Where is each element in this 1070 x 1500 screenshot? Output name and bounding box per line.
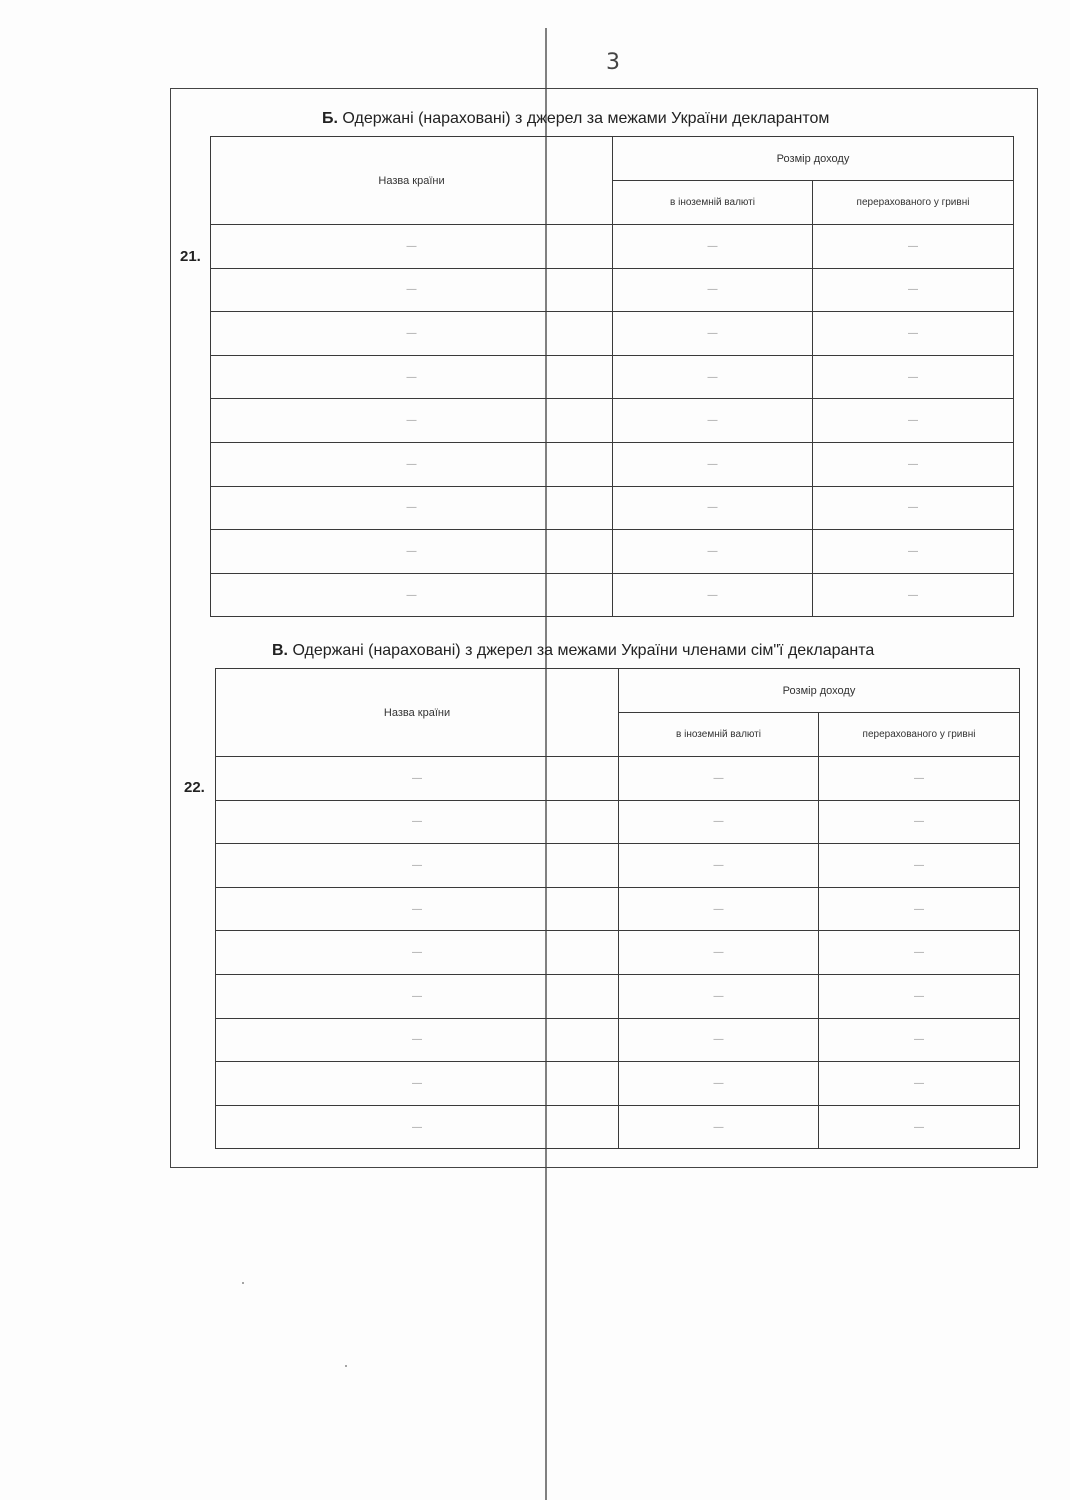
country-cell[interactable]: —: [216, 800, 619, 844]
converted-uah-cell[interactable]: —: [819, 800, 1020, 844]
country-header: Назва країни: [211, 137, 613, 225]
foreign-currency-cell[interactable]: —: [619, 931, 819, 975]
table-row: [216, 1018, 1020, 1062]
country-cell[interactable]: —: [211, 399, 613, 443]
converted-uah-cell[interactable]: —: [813, 268, 1014, 312]
foreign-currency-cell[interactable]: —: [619, 757, 819, 801]
section-b-row-number: 21.: [180, 248, 201, 265]
converted-uah-cell[interactable]: —: [819, 1062, 1020, 1106]
section-v-rows: [216, 757, 1020, 1149]
section-b-letter: Б.: [322, 110, 338, 127]
section-v-letter: В.: [272, 642, 288, 659]
country-cell[interactable]: —: [216, 887, 619, 931]
country-cell[interactable]: —: [211, 225, 613, 269]
section-v-row-number: 22.: [184, 779, 205, 796]
foreign-currency-header: в іноземній валюті: [619, 713, 819, 757]
table-row: [211, 225, 1014, 269]
table-row: [211, 399, 1014, 443]
section-b-table: [210, 136, 1014, 617]
country-cell[interactable]: —: [216, 1018, 619, 1062]
converted-uah-cell[interactable]: —: [813, 399, 1014, 443]
table-row: [216, 757, 1020, 801]
country-cell[interactable]: —: [211, 268, 613, 312]
converted-uah-cell[interactable]: —: [819, 931, 1020, 975]
section-b-title: [322, 110, 829, 128]
foreign-currency-cell[interactable]: —: [613, 573, 813, 617]
section-v-title-text: Одержані (нараховані) з джерел за межами України членами сім"ї декларанта: [292, 642, 875, 659]
foreign-currency-cell[interactable]: —: [619, 974, 819, 1018]
foreign-currency-cell[interactable]: —: [619, 800, 819, 844]
converted-uah-cell[interactable]: —: [813, 573, 1014, 617]
foreign-currency-cell[interactable]: —: [619, 844, 819, 888]
converted-uah-cell[interactable]: —: [819, 1018, 1020, 1062]
table-row: [211, 268, 1014, 312]
foreign-currency-cell[interactable]: —: [613, 442, 813, 486]
country-cell[interactable]: —: [216, 1105, 619, 1149]
section-v-title: [272, 642, 874, 660]
foreign-currency-cell[interactable]: —: [613, 225, 813, 269]
converted-uah-cell[interactable]: —: [813, 225, 1014, 269]
country-cell[interactable]: —: [216, 931, 619, 975]
table-row: [216, 1062, 1020, 1106]
scan-speck: [242, 1282, 244, 1284]
country-cell[interactable]: —: [216, 757, 619, 801]
converted-uah-cell[interactable]: —: [813, 530, 1014, 574]
foreign-currency-header: в іноземній валюті: [613, 181, 813, 225]
table-row: [216, 931, 1020, 975]
converted-uah-cell[interactable]: —: [819, 974, 1020, 1018]
converted-uah-cell[interactable]: —: [819, 757, 1020, 801]
section-b-title-text: Одержані (нараховані) з джерел за межами України декларантом: [342, 110, 830, 127]
foreign-currency-cell[interactable]: —: [619, 887, 819, 931]
converted-uah-cell[interactable]: —: [813, 312, 1014, 356]
foreign-currency-cell[interactable]: —: [619, 1018, 819, 1062]
page-number: 3: [606, 50, 620, 75]
income-size-header: Розмір доходу: [613, 137, 1014, 181]
country-header: Назва країни: [216, 669, 619, 757]
converted-uah-cell[interactable]: —: [813, 442, 1014, 486]
table-row: [211, 573, 1014, 617]
section-b-rows: [211, 225, 1014, 617]
foreign-currency-cell[interactable]: —: [613, 312, 813, 356]
country-cell[interactable]: —: [216, 1062, 619, 1106]
converted-uah-cell[interactable]: —: [819, 1105, 1020, 1149]
converted-uah-header: перерахованого у гривні: [813, 181, 1014, 225]
country-cell[interactable]: —: [211, 573, 613, 617]
foreign-currency-cell[interactable]: —: [613, 399, 813, 443]
country-cell[interactable]: —: [211, 312, 613, 356]
converted-uah-cell[interactable]: —: [819, 887, 1020, 931]
foreign-currency-cell[interactable]: —: [613, 486, 813, 530]
country-cell[interactable]: —: [211, 530, 613, 574]
foreign-currency-cell[interactable]: —: [613, 268, 813, 312]
country-cell[interactable]: —: [211, 486, 613, 530]
income-size-header: Розмір доходу: [619, 669, 1020, 713]
country-cell[interactable]: —: [211, 442, 613, 486]
foreign-currency-cell[interactable]: —: [619, 1105, 819, 1149]
country-cell[interactable]: —: [216, 844, 619, 888]
foreign-currency-cell[interactable]: —: [613, 530, 813, 574]
table-row: [211, 355, 1014, 399]
table-row: [211, 530, 1014, 574]
country-cell[interactable]: —: [216, 974, 619, 1018]
table-row: [216, 974, 1020, 1018]
scan-speck: [345, 1365, 347, 1367]
table-row: [211, 486, 1014, 530]
converted-uah-cell[interactable]: —: [819, 844, 1020, 888]
converted-uah-header: перерахованого у гривні: [819, 713, 1020, 757]
section-v-table: [215, 668, 1020, 1149]
foreign-currency-cell[interactable]: —: [619, 1062, 819, 1106]
table-row: [216, 887, 1020, 931]
table-row: [211, 442, 1014, 486]
table-row: [216, 1105, 1020, 1149]
country-cell[interactable]: —: [211, 355, 613, 399]
table-row: [211, 312, 1014, 356]
table-row: [216, 800, 1020, 844]
converted-uah-cell[interactable]: —: [813, 355, 1014, 399]
foreign-currency-cell[interactable]: —: [613, 355, 813, 399]
converted-uah-cell[interactable]: —: [813, 486, 1014, 530]
table-row: [216, 844, 1020, 888]
